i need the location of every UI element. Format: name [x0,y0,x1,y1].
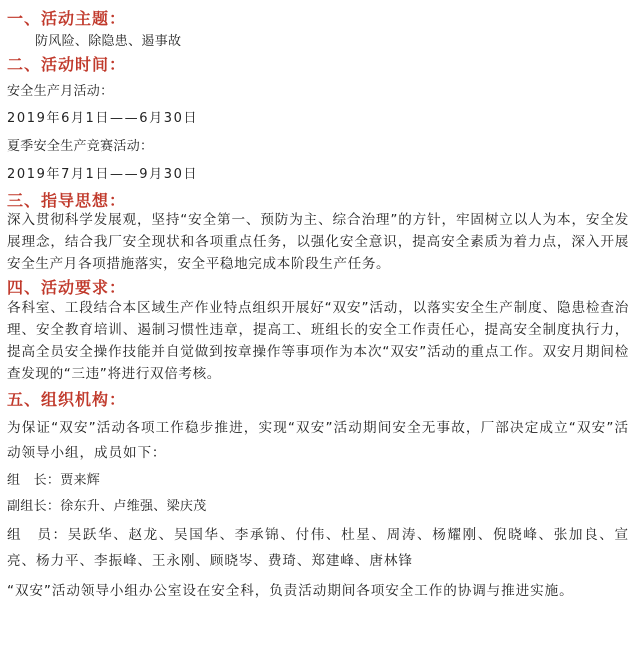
section4-heading: 四、活动要求： [7,278,127,297]
activity-theme-text: 防风险、除隐患、遏事故 [35,34,182,49]
summer-contest-date: 2019年7月1日——9月30日 [7,167,199,182]
team-leader-line: 组 长：贾来辉 [7,473,101,488]
office-paragraph: “双安”活动领导小组办公室设在安全科，负责活动期间各项安全工作的协调与推进实施。 [7,583,574,599]
team-members-paragraph: 组 员：吴跃华、赵龙、吴国华、李承锦、付伟、杜星、周涛、杨耀刚、倪晓峰、张加良、宣亮、杨力平、李振峰、王永刚、顾晓岑、费琦、郑建峰、唐林锋 [7,527,629,569]
section2-heading: 二、活动时间： [7,55,127,74]
safety-month-date: 2019年6月1日——6月30日 [7,111,199,126]
section1-heading: 一、活动主题： [7,9,127,28]
activity-requirements-paragraph: 各科室、工段结合本区域生产作业特点组织开展好“双安”活动，以落实安全生产制度、隐患检查治理、安全教育培训、遏制习惯性违章，提高工、班组长的安全工作责任心，提高安全制度执行力，提高全员安全操作技能并自觉做到按章操作等事项作为本次“双安”活动的重点工作。双安月期间检查发现的“三违”将进行双倍考核。 [7,300,629,382]
safety-month-label: 安全生产月活动： [7,84,114,99]
deputy-leader-line: 副组长：徐东升、卢维强、梁庆茂 [7,499,207,514]
organization-intro-paragraph: 为保证“双安”活动各项工作稳步推进，实现“双安”活动期间安全无事故，厂部决定成立“双安”活动领导小组，成员如下： [7,420,629,461]
summer-contest-label: 夏季安全生产竞赛活动： [7,139,154,154]
guiding-ideology-paragraph: 深入贯彻科学发展观，坚持“安全第一、预防为主、综合治理”的方针，牢固树立以人为本，安全发展理念，结合我厂安全现状和各项重点任务，以强化安全意识，提高安全素质为着力点，深入开展安全生产月各项措施落实，安全平稳地完成本阶段生产任务。 [7,212,629,272]
section5-heading: 五、组织机构： [7,390,127,409]
section3-heading: 三、指导思想： [7,191,127,210]
